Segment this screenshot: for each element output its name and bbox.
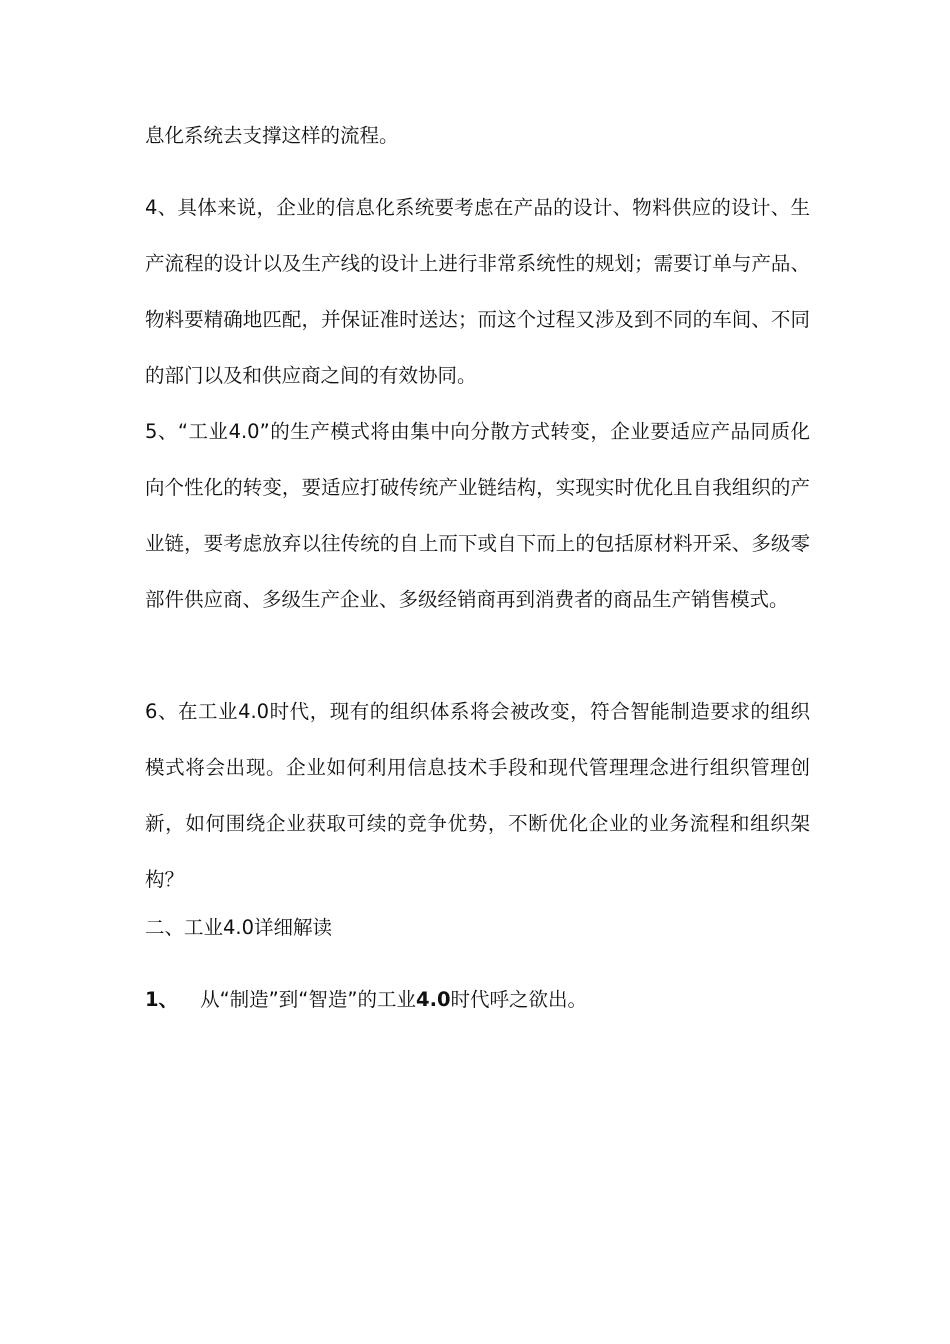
list-item-version: 4.0 bbox=[416, 988, 451, 1011]
list-item-text-a: 从“制造”到“智造”的工业 bbox=[200, 988, 416, 1011]
list-item-number: 1、 bbox=[145, 988, 179, 1011]
paragraph-continuation: 息化系统去支撑这样的流程。 bbox=[145, 124, 399, 147]
section-heading: 二、工业4.0详细解读 bbox=[145, 916, 333, 939]
paragraph-item-5: 5、“工业4.0”的生产模式将由集中向分散方式转变，企业要适应产品同质化向个性化的转变，要适应打破传统产业链结构，实现实时优化且自我组织的产业链，要考虑放弃以往传统的自上而下或自下而上的包括原材料开采、多级零部件供应商、多级生产企业、多级经销商再到消费者的商品生产销售模式。 bbox=[145, 420, 810, 611]
list-item-text-b: 时代呼之欲出。 bbox=[450, 988, 588, 1011]
paragraph-item-4: 4、具体来说，企业的信息化系统要考虑在产品的设计、物料供应的设计、生产流程的设计以及生产线的设计上进行非常系统性的规划；需要订单与产品、物料要精确地匹配，并保证准时送达；而这个过程又涉及到不同的车间、不同的部门以及和供应商之间的有效协同。 bbox=[145, 196, 810, 387]
list-item-1 bbox=[145, 972, 810, 1028]
paragraph-item-6: 6、在工业4.0时代，现有的组织体系将会被改变，符合智能制造要求的组织模式将会出现。企业如何利用信息技术手段和现代管理理念进行组织管理创新，如何围绕企业获取可续的竞争优势，不断优化企业的业务流程和组织架构？ bbox=[145, 700, 810, 891]
